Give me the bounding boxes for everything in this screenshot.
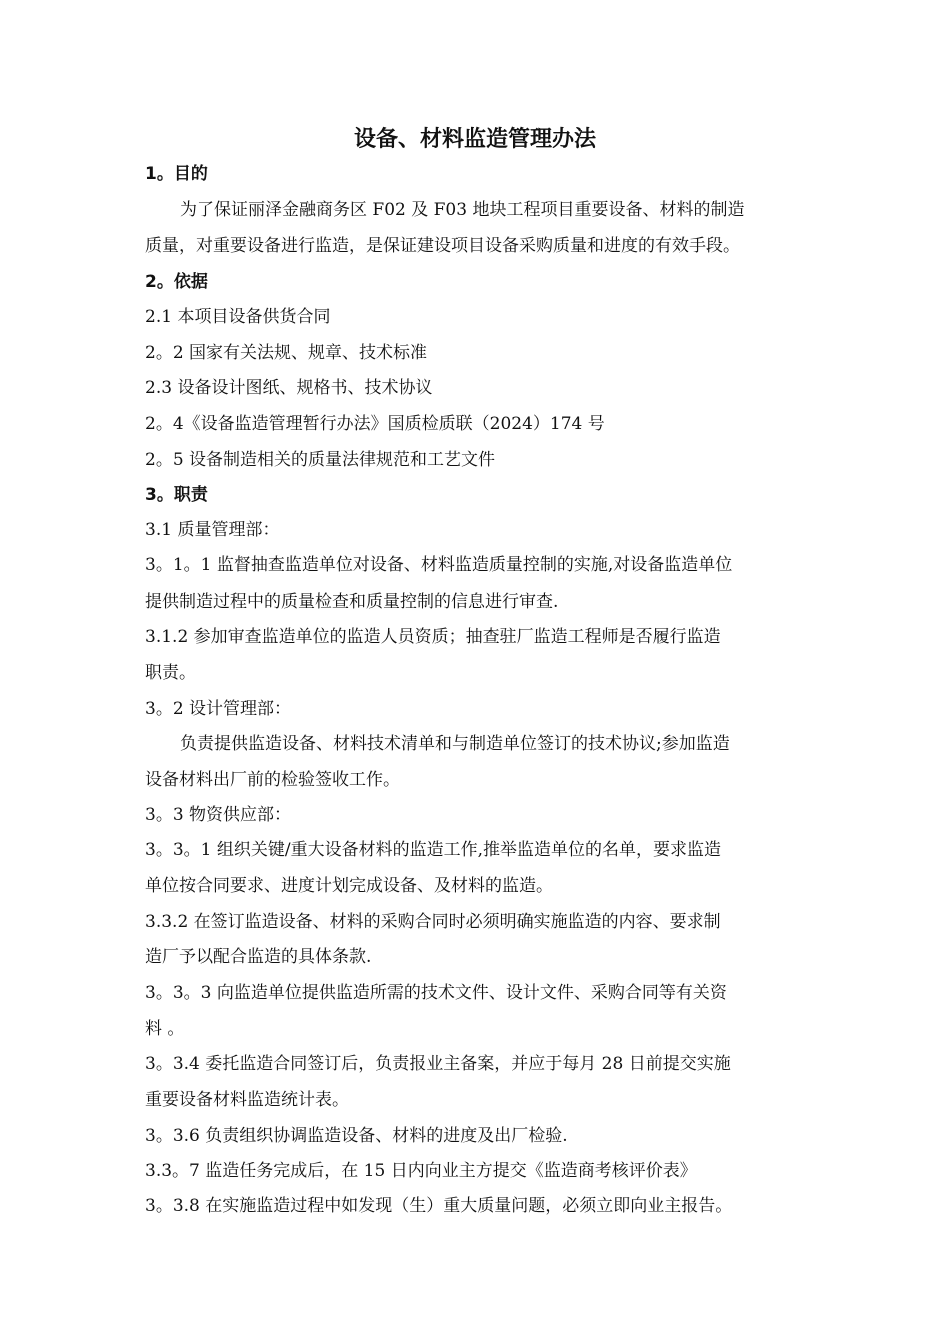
paragraph-line: 3。3.8 在实施监造过程中如发现（生）重大质量问题，必须立即向业主报告。 xyxy=(145,1196,733,1216)
list-item: 2。4《设备监造管理暂行办法》国质检质联（2024）174 号 xyxy=(145,414,605,434)
subsection-heading: 3.1 质量管理部： xyxy=(145,520,280,540)
paragraph-line: 质量，对重要设备进行监造，是保证建设项目设备采购质量和进度的有效手段。 xyxy=(145,236,740,256)
paragraph-line: 3。3.4 委托监造合同签订后，负责报业主备案，并应于每月 28 日前提交实施 xyxy=(145,1054,731,1074)
paragraph-line: 3。1。1 监督抽查监造单位对设备、材料监造质量控制的实施,对设备监造单位 xyxy=(145,555,733,575)
section-heading-basis: 2。依据 xyxy=(145,272,208,292)
paragraph-line: 设备材料出厂前的检验签收工作。 xyxy=(145,770,400,790)
paragraph-line: 单位按合同要求、进度计划完成设备、及材料的监造。 xyxy=(145,876,553,896)
list-item: 2。2 国家有关法规、规章、技术标准 xyxy=(145,343,428,363)
paragraph-line: 3.3.2 在签订监造设备、材料的采购合同时必须明确实施监造的内容、要求制 xyxy=(145,912,721,932)
paragraph-line: 3。3。1 组织关键/重大设备材料的监造工作,推举监造单位的名单，要求监造 xyxy=(145,840,721,860)
paragraph-line: 3。3.6 负责组织协调监造设备、材料的进度及出厂检验. xyxy=(145,1126,568,1146)
list-item: 2.1 本项目设备供货合同 xyxy=(145,307,331,327)
paragraph-line: 职责。 xyxy=(145,663,196,683)
paragraph-line: 造厂予以配合监造的具体条款. xyxy=(145,947,372,967)
paragraph-line: 为了保证丽泽金融商务区 F02 及 F03 地块工程项目重要设备、材料的制造 xyxy=(180,200,745,220)
subsection-heading: 3。3 物资供应部： xyxy=(145,805,292,825)
paragraph-line: 重要设备材料监造统计表。 xyxy=(145,1090,349,1110)
paragraph-line: 3.1.2 参加审查监造单位的监造人员资质；抽查驻厂监造工程师是否履行监造 xyxy=(145,627,721,647)
section-heading-purpose: 1。目的 xyxy=(145,164,208,184)
paragraph-line: 3.3。7 监造任务完成后，在 15 日内向业主方提交《监造商考核评价表》 xyxy=(145,1161,697,1181)
list-item: 2.3 设备设计图纸、规格书、技术协议 xyxy=(145,378,433,398)
paragraph-line: 负责提供监造设备、材料技术清单和与制造单位签订的技术协议;参加监造 xyxy=(180,734,730,754)
subsection-heading: 3。2 设计管理部： xyxy=(145,699,292,719)
section-heading-duties: 3。职责 xyxy=(145,485,208,505)
document-title: 设备、材料监造管理办法 xyxy=(353,127,596,152)
paragraph-line: 提供制造过程中的质量检查和质量控制的信息进行审查. xyxy=(145,592,559,612)
paragraph-line: 料 。 xyxy=(145,1019,185,1039)
list-item: 2。5 设备制造相关的质量法律规范和工艺文件 xyxy=(145,450,496,470)
paragraph-line: 3。3。3 向监造单位提供监造所需的技术文件、设计文件、采购合同等有关资 xyxy=(145,983,727,1003)
